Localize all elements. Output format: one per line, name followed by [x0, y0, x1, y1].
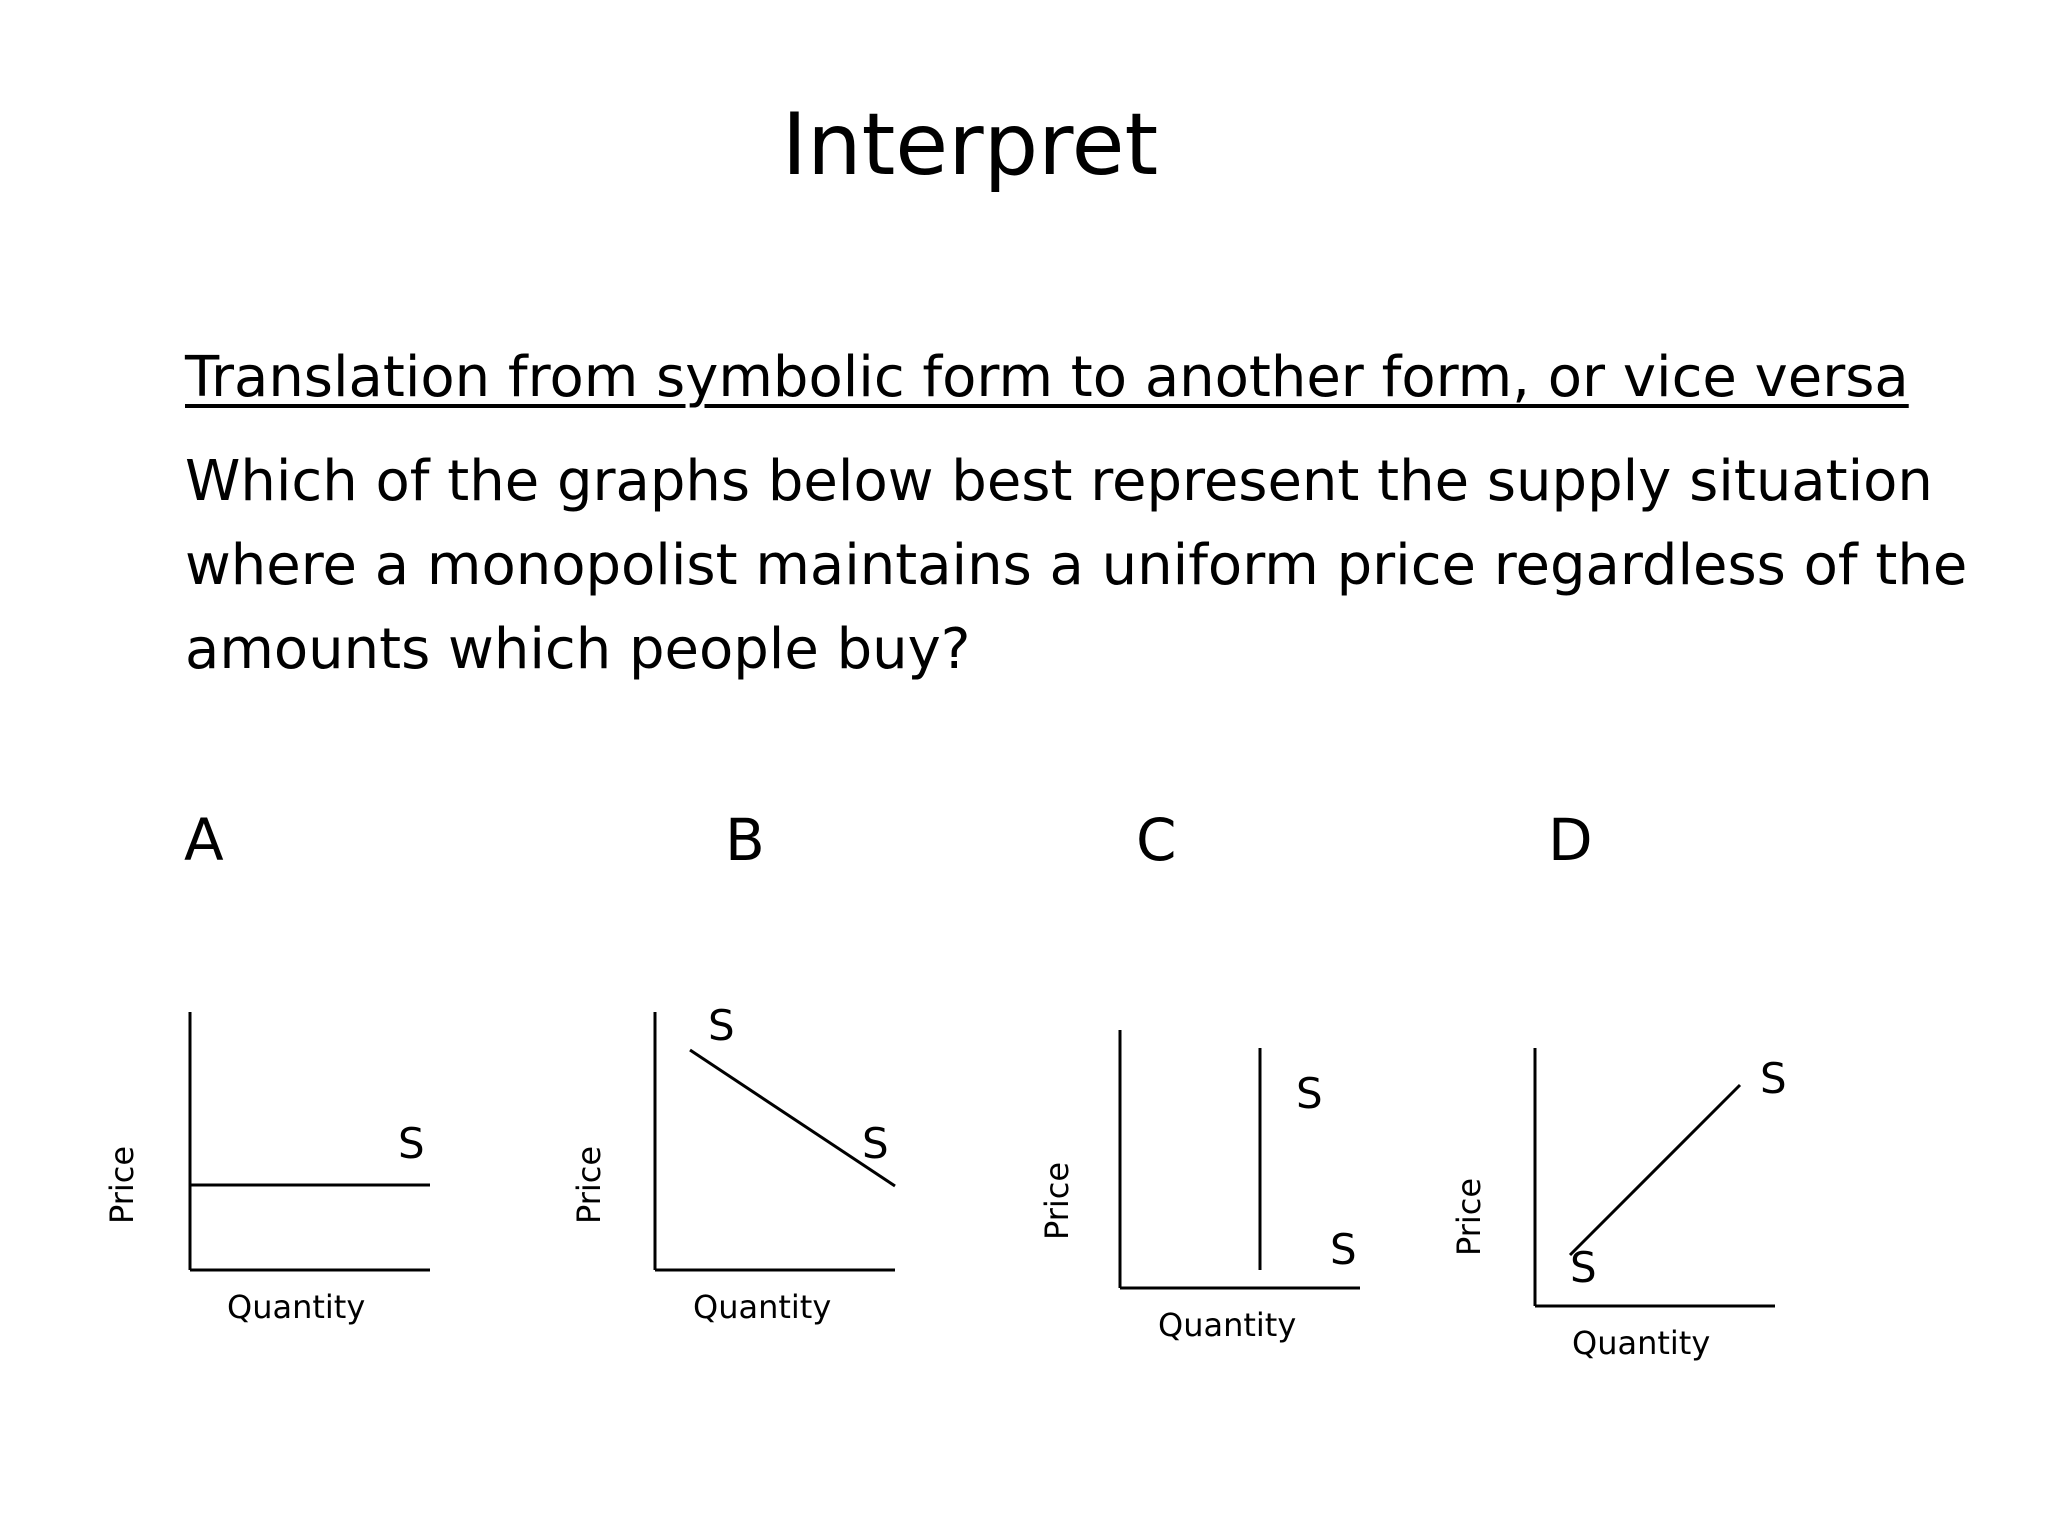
graph-b: [570, 1001, 895, 1326]
graph-d-supply-label-bottom: S: [1570, 1243, 1597, 1292]
graph-b-x-label: Quantity: [693, 1288, 832, 1326]
graph-d-supply-line: [1570, 1085, 1740, 1255]
graph-d-supply-label-top: S: [1760, 1054, 1787, 1103]
option-letter-a: A: [184, 806, 224, 874]
graph-c-supply-label-bottom: S: [1330, 1225, 1357, 1274]
graph-b-supply-label-bottom: S: [862, 1119, 889, 1168]
graph-a: [103, 1012, 430, 1326]
graph-a-x-label: Quantity: [227, 1288, 366, 1326]
graph-d: [1450, 1048, 1787, 1362]
graph-d-x-label: Quantity: [1572, 1324, 1711, 1362]
graph-b-supply-label-top: S: [708, 1001, 735, 1050]
graph-c-y-label: Price: [1038, 1161, 1076, 1240]
slide-title: Interpret: [781, 95, 1159, 195]
graph-b-y-label: Price: [570, 1145, 608, 1224]
graph-c: [1038, 1030, 1360, 1344]
graph-c-x-label: Quantity: [1158, 1306, 1297, 1344]
slide-subtitle: Translation from symbolic form to another form, or vice versa: [185, 345, 1909, 410]
option-letter-d: D: [1548, 806, 1593, 874]
graph-a-supply-label: S: [398, 1119, 425, 1168]
option-letter-b: B: [725, 806, 765, 874]
option-letter-c: C: [1136, 806, 1177, 874]
graph-d-y-label: Price: [1450, 1177, 1488, 1256]
graph-c-supply-label-top: S: [1296, 1069, 1323, 1118]
graph-a-y-label: Price: [103, 1145, 141, 1224]
question-text: Which of the graphs below best represent the supply situation where a monopolist maintains a uniform price regardless of the amounts which people buy?: [185, 449, 1968, 682]
